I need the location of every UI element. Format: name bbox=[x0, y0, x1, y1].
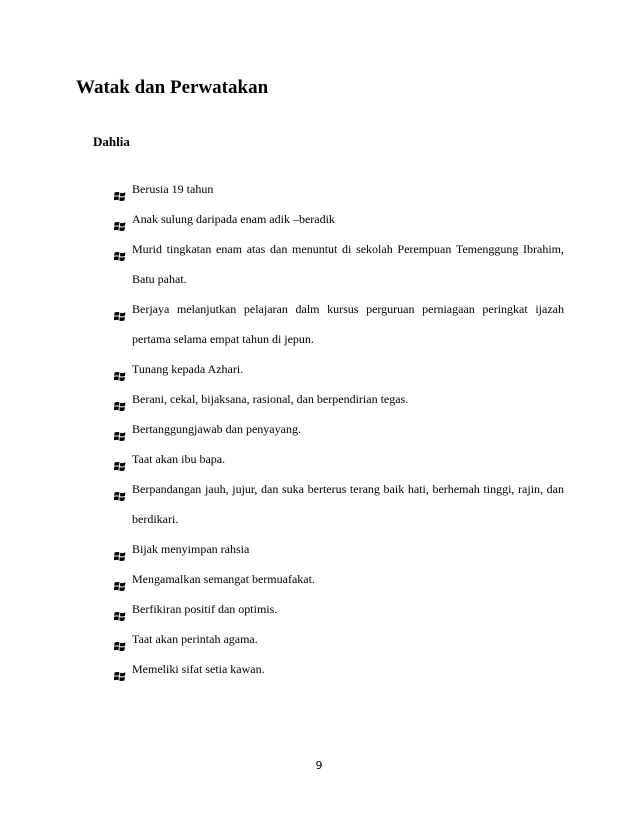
list-item-text: Anak sulung daripada enam adik –beradik bbox=[132, 212, 335, 226]
list-item-text: Memeliki sifat setia kawan. bbox=[132, 662, 265, 676]
list-item bbox=[114, 234, 564, 294]
list-item bbox=[114, 654, 564, 684]
list-item-text: Bijak menyimpan rahsia bbox=[132, 542, 250, 556]
list-item-text: Berpandangan jauh, jujur, dan suka berterus terang baik hati, berhemah tinggi, rajin, dan berdikari. bbox=[132, 482, 564, 526]
list-item-text: Bertanggungjawab dan penyayang. bbox=[132, 422, 301, 436]
list-item bbox=[114, 624, 564, 654]
list-item bbox=[114, 354, 564, 384]
list-item bbox=[114, 474, 564, 534]
windows-flag-icon bbox=[114, 303, 126, 314]
windows-flag-icon bbox=[114, 543, 126, 554]
list-item-text: Taat akan ibu bapa. bbox=[132, 452, 226, 466]
list-item bbox=[114, 534, 564, 564]
list-item-text: Berfikiran positif dan optimis. bbox=[132, 602, 278, 616]
page-number: 9 bbox=[315, 759, 323, 772]
list-item bbox=[114, 174, 564, 204]
windows-flag-icon bbox=[114, 603, 126, 614]
windows-flag-icon bbox=[114, 573, 126, 584]
list-item-text: Murid tingkatan enam atas dan menuntut di sekolah Perempuan Temenggung Ibrahim, Batu pahat. bbox=[132, 242, 564, 286]
list-item bbox=[114, 594, 564, 624]
list-item bbox=[114, 294, 564, 354]
windows-flag-icon bbox=[114, 393, 126, 404]
list-item bbox=[114, 384, 564, 414]
list-item-text: Mengamalkan semangat bermuafakat. bbox=[132, 572, 315, 586]
windows-flag-icon bbox=[114, 183, 126, 194]
list-item-text: Berjaya melanjutkan pelajaran dalm kursus perguruan perniagaan peringkat ijazah pertama selama empat tahun di jepun. bbox=[132, 302, 564, 346]
windows-flag-icon bbox=[114, 243, 126, 254]
windows-flag-icon bbox=[114, 453, 126, 464]
windows-flag-icon bbox=[114, 423, 126, 434]
list-item bbox=[114, 444, 564, 474]
list-item-text: Berusia 19 tahun bbox=[132, 182, 214, 196]
character-name: Dahlia bbox=[93, 134, 130, 149]
list-item bbox=[114, 204, 564, 234]
windows-flag-icon bbox=[114, 633, 126, 644]
trait-list bbox=[114, 174, 564, 684]
section-heading: Watak dan Perwatakan bbox=[76, 77, 269, 98]
list-item-text: Taat akan perintah agama. bbox=[132, 632, 258, 646]
list-item-text: Tunang kepada Azhari. bbox=[132, 362, 244, 376]
windows-flag-icon bbox=[114, 663, 126, 674]
windows-flag-icon bbox=[114, 213, 126, 224]
list-item bbox=[114, 564, 564, 594]
windows-flag-icon bbox=[114, 363, 126, 374]
windows-flag-icon bbox=[114, 483, 126, 494]
list-item-text: Berani, cekal, bijaksana, rasional, dan berpendirian tegas. bbox=[132, 392, 409, 406]
list-item bbox=[114, 414, 564, 444]
